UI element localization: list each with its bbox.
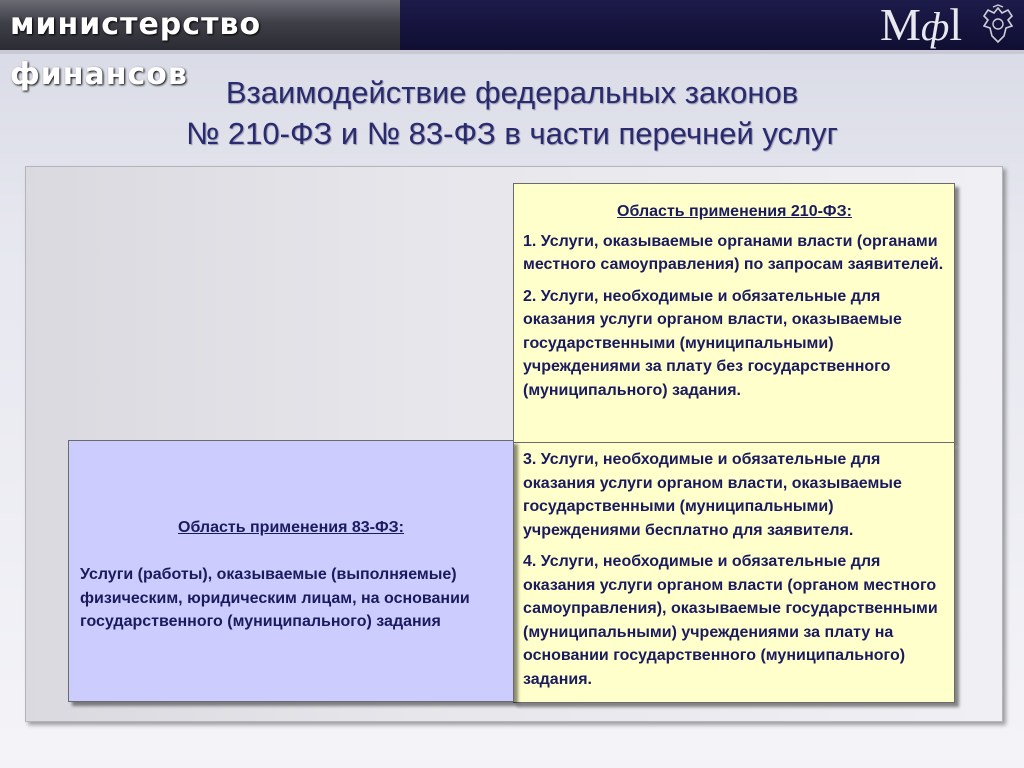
- logo-letter-f: ф: [920, 4, 950, 49]
- scope-83-heading: Область применения 83-ФЗ:: [178, 519, 404, 536]
- ministry-title: министерство финансов: [0, 0, 400, 50]
- slide-title-line2: № 210-ФЗ и № 83-ФЗ в части перечней услуг: [186, 116, 838, 151]
- scope-210-overlap-box: [513, 443, 955, 703]
- slide-title-line1: Взаимодействие федеральных законов: [225, 75, 799, 110]
- scope-210-heading: Область применения 210-ФЗ:: [617, 203, 852, 220]
- scope-210-item-4: 4. Услуги, необходимые и обязательные для оказания услуги органом власти (органом местного самоуправления), оказываемые государственными (муниципальными) учреждениями за плату на основании государственного (муниципального) задания.: [523, 553, 938, 688]
- minfin-logo: [880, 2, 962, 48]
- scope-83-text: Услуги (работы), оказываемые (выполняемые) физическим, юридическим лицам, на основании государственного (муниципального) задания: [80, 566, 470, 630]
- scope-210-item-3: 3. Услуги, необходимые и обязательные для оказания услуги органом власти, оказываемые государственными (муниципальными) учреждениями бесплатно для заявителя.: [523, 451, 902, 539]
- scope-210-box: [513, 183, 955, 443]
- scope-210-item-2: 2. Услуги, необходимые и обязательные для оказания услуги органом власти, оказываемые государственными (муниципальными) учреждениями за плату без государственного (муниципального) задания.: [523, 287, 902, 399]
- slide-title: [0, 72, 1024, 154]
- scope-210-item-1: 1. Услуги, оказываемые органами власти (органами местного самоуправления) по запросам заявителей.: [523, 232, 944, 273]
- header-bar: [0, 0, 1024, 92]
- logo-letter-m: М: [880, 0, 921, 50]
- logo-letter-bar: l: [949, 0, 963, 50]
- scope-83-box: [68, 440, 514, 702]
- eagle-emblem-icon: [978, 4, 1018, 46]
